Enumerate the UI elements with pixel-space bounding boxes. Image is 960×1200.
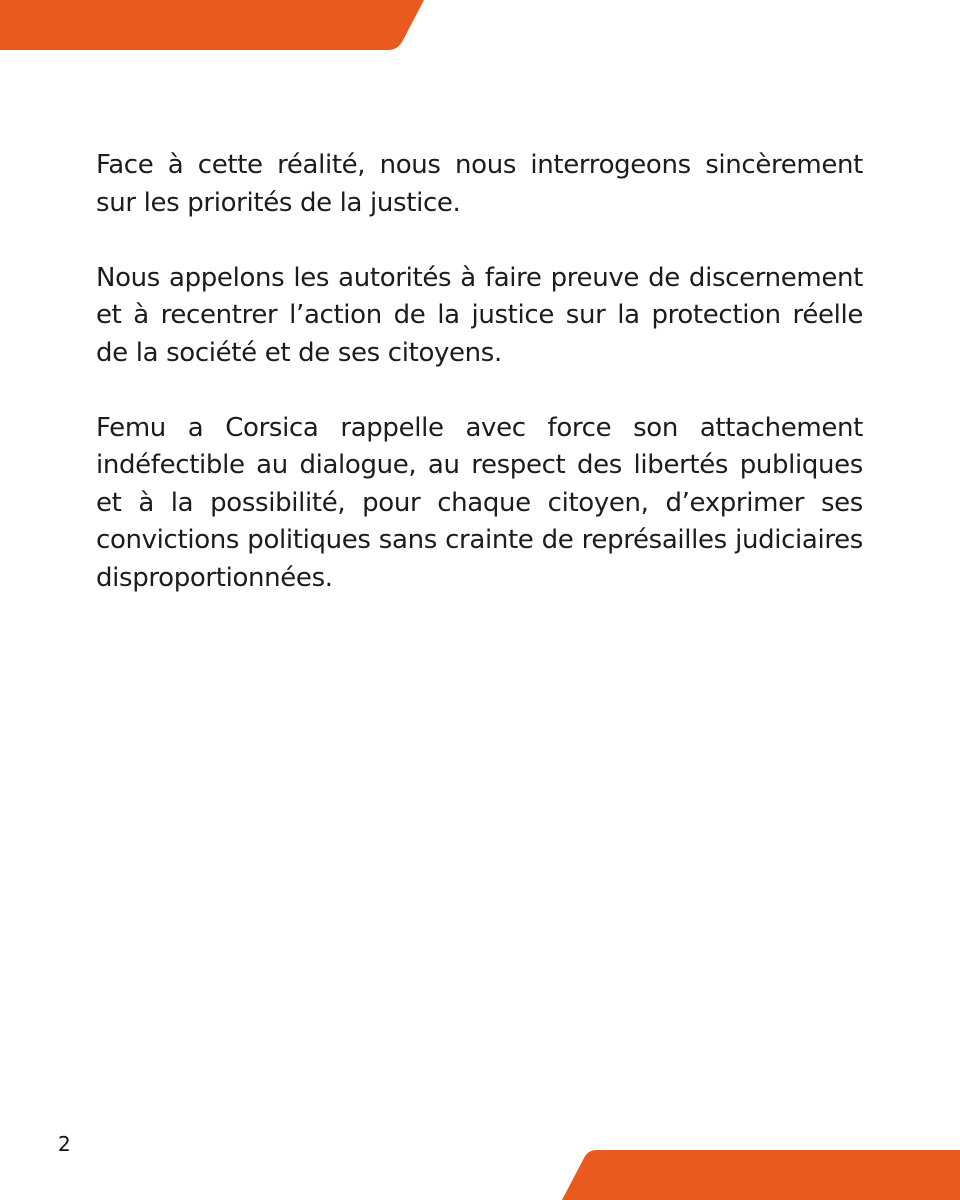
- bottom-accent-shape: [562, 1150, 960, 1200]
- paragraph-2: Nous appelons les autorités à faire preuve de discernement et à recentrer l’action de la justice sur la protection réelle de la société et de ses citoyens.: [96, 262, 863, 368]
- document-body: [96, 147, 863, 635]
- top-accent-shape: [0, 0, 424, 50]
- page-number: 2: [58, 1132, 71, 1156]
- bottom-accent-bar: [560, 1150, 960, 1200]
- paragraph-3: Femu a Corsica rappelle avec force son attachement indéfectible au dialogue, au respect des libertés publiques et à la possibilité, pour chaque citoyen, d’exprimer ses convictions politiques sans crainte de représailles judiciaires disproportionnées.: [96, 412, 863, 593]
- top-accent-bar: [0, 0, 430, 50]
- paragraph-1: Face à cette réalité, nous nous interrogeons sincèrement sur les priorités de la justice.: [96, 150, 863, 218]
